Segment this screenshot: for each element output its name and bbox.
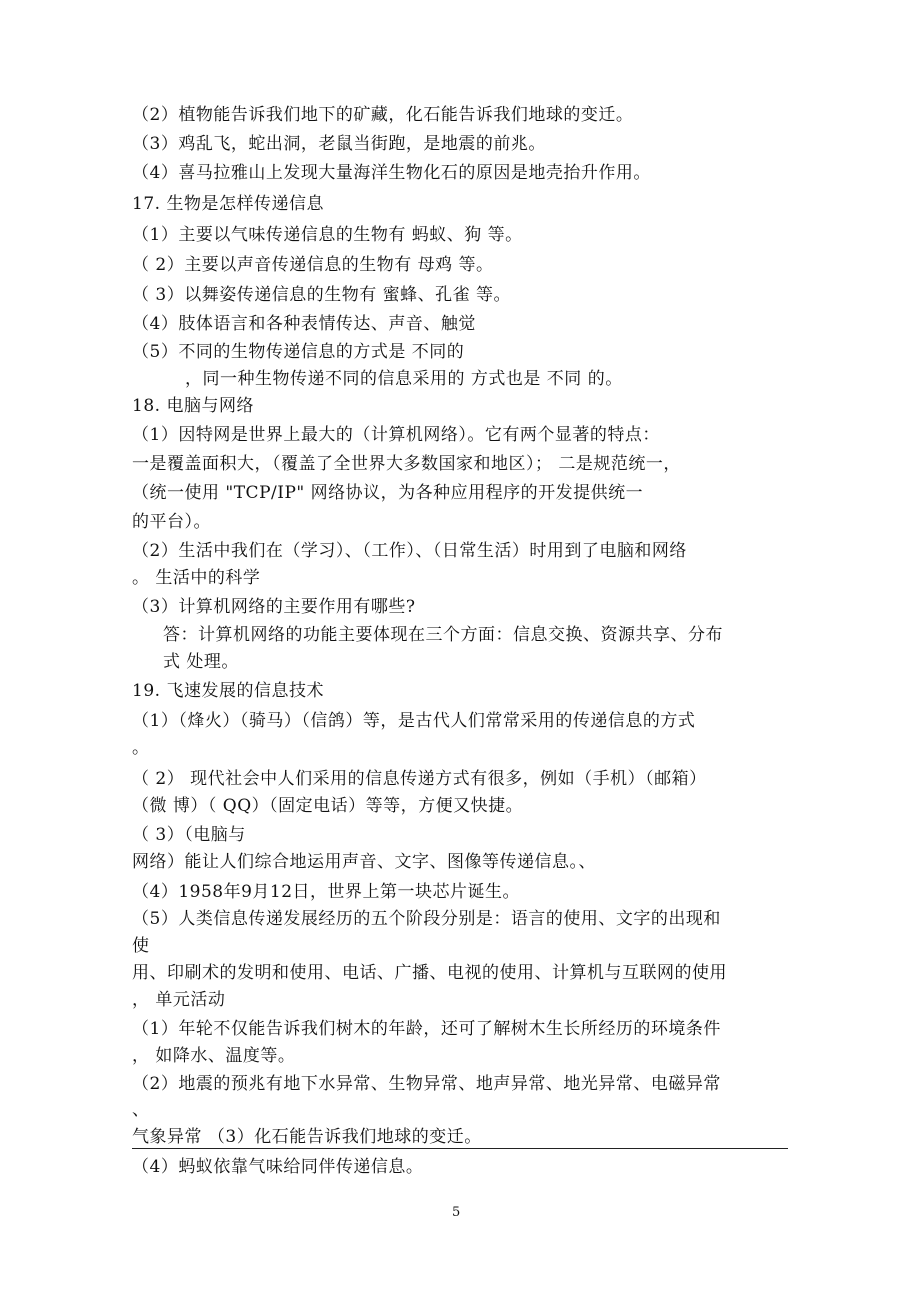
text-line: 使 [132, 936, 150, 956]
text-line: （5）人类信息传递发展经历的五个阶段分别是：语言的使用、文字的出现和 [132, 909, 721, 929]
text-line: 用、印刷术的发明和使用、电话、广播、电视的使用、计算机与互联网的使用 [132, 963, 727, 983]
text-line: （2）地震的预兆有地下水异常、生物异常、地声异常、地光异常、电磁异常 [132, 1074, 721, 1094]
text-line: ， 单元活动 [132, 990, 226, 1010]
section-heading: 19. 飞速发展的信息技术 [132, 681, 324, 701]
text-line: （4）喜马拉雅山上发现大量海洋生物化石的原因是地壳抬升作用。 [132, 163, 651, 183]
text-line: （微 博）（ QQ）（固定电话）等等，方便又快捷。 [132, 796, 524, 816]
text-line: （1）因特网是世界上最大的（计算机网络）。它有两个显著的特点： [132, 425, 660, 445]
text-line: （ 3）以舞姿传递信息的生物有 蜜蜂、孔雀 等。 [132, 285, 512, 305]
text-line: 、 [132, 1100, 150, 1120]
text-line: （3）鸡乱飞，蛇出洞，老鼠当街跑，是地震的前兆。 [132, 134, 546, 154]
text-line: （ 2） 现代社会中人们采用的信息传递方式有很多，例如（手机）（邮箱） [132, 769, 707, 789]
text-line: （3）计算机网络的主要作用有哪些? [132, 597, 416, 617]
text-line: （统一使用 "TCP/IP" 网络协议，为各种应用程序的开发提供统一 [132, 483, 644, 503]
text-line: 答：计算机网络的功能主要体现在三个方面：信息交换、资源共享、分布 [163, 625, 723, 645]
text-line: （ 2）主要以声音传递信息的生物有 母鸡 等。 [132, 255, 494, 275]
page-number: 5 [452, 1205, 461, 1220]
text-line: ，同一种生物传递不同的信息采用的 方式也是 不同 的。 [185, 369, 623, 389]
text-line: （4）1958年9月12日，世界上第一块芯片诞生。 [132, 882, 521, 902]
section-heading: 18. 电脑与网络 [132, 396, 254, 416]
text-line: 的平台）。 [132, 512, 211, 532]
text-line: （1）主要以气味传递信息的生物有 蚂蚁、狗 等。 [132, 225, 523, 245]
text-line: （5）不同的生物传递信息的方式是 不同的 [132, 342, 465, 362]
section-heading: 17. 生物是怎样传递信息 [132, 194, 324, 214]
text-line: （4）肢体语言和各种表情传达、声音、触觉 [132, 314, 476, 334]
text-line: （1）（烽火）（骑马）（信鸽）等，是古代人们常常采用的传递信息的方式 [132, 711, 696, 731]
text-line: ， 如降水、温度等。 [132, 1046, 296, 1066]
text-line: 式 处理。 [163, 652, 239, 672]
text-line: （4）蚂蚁依靠气味给同伴传递信息。 [132, 1157, 424, 1177]
text-line: 一是覆盖面积大，（覆盖了全世界大多数国家和地区）； 二是规范统一， [132, 454, 681, 474]
text-line: 网络）能让人们综合地运用声音、文字、图像等传递信息。、 [132, 852, 596, 872]
text-line: 。 生活中的科学 [132, 568, 261, 588]
divider-line [132, 1148, 788, 1149]
text-line: （2）生活中我们在（学习）、（工作）、（日常生活）时用到了电脑和网络 [132, 541, 687, 561]
text-line: （2）植物能告诉我们地下的矿藏，化石能告诉我们地球的变迁。 [132, 105, 634, 125]
text-line: 。 [132, 738, 150, 758]
text-line: （1）年轮不仅能告诉我们树木的年龄，还可了解树木生长所经历的环境条件 [132, 1019, 721, 1039]
text-line: 气象异常 （3）化石能告诉我们地球的变迁。 [132, 1127, 482, 1147]
text-line: （ 3）（电脑与 [132, 825, 246, 845]
